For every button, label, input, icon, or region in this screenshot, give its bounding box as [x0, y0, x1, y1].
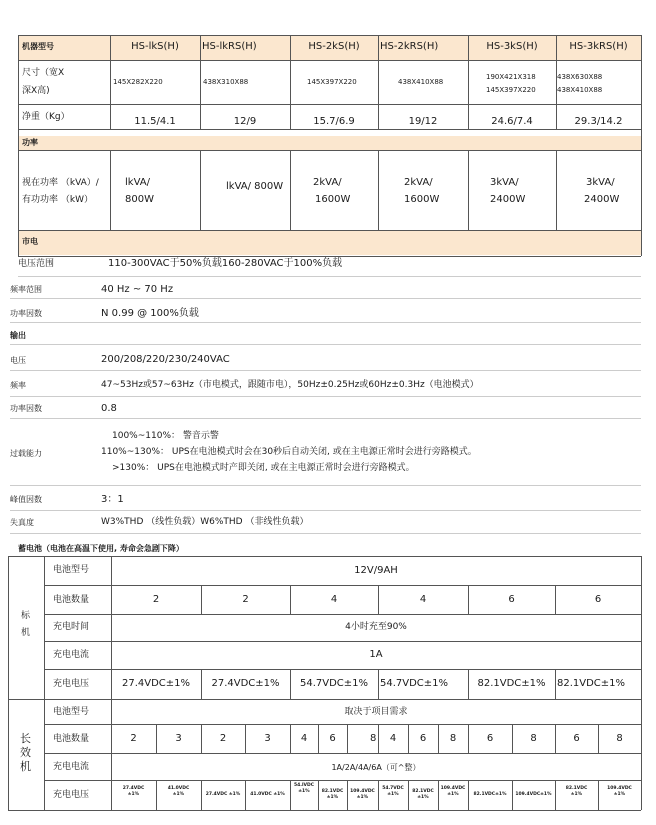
spec-label: 频率	[10, 381, 26, 390]
charge-voltage: 109.4VDC ±1%	[440, 786, 466, 798]
battery-span-value: 1A/2A/4A/6A（可^整）	[331, 763, 421, 772]
spec-value: 3：1	[101, 494, 124, 505]
section-title-power: 功率	[22, 138, 38, 147]
battery-count: 6	[329, 733, 336, 744]
battery-row-label: 充电电压	[53, 679, 90, 689]
battery-count: 8	[370, 733, 377, 744]
overload-line: >130%： UPS在电池模式时产即关闭, 或在主电源正常时会进行旁路模式。	[112, 463, 415, 473]
spec-label: 过载能力	[10, 449, 42, 458]
overload-line: 100%~110%： 警音示警	[112, 431, 219, 441]
power-value: 2400W	[584, 194, 620, 205]
charge-voltage: 27.4VDC±1%	[121, 678, 191, 689]
battery-count: 8	[530, 733, 537, 744]
battery-row-label: 充电电流	[53, 762, 90, 772]
battery-span-value: 4小时充至90%	[345, 622, 407, 632]
weight-value: 24.6/7.4	[491, 116, 533, 127]
charge-voltage: 41.0VDC ±1%	[167, 786, 190, 798]
section-title-mains: 市电	[22, 237, 38, 246]
group-label-standard: 标	[21, 611, 31, 621]
power-value: 3kVA/	[490, 177, 519, 188]
model-name: HS-3kS(H)	[486, 41, 538, 52]
spec-value: 0.8	[101, 403, 117, 414]
spec-label: 电压	[10, 356, 26, 365]
spec-value: W3%THD （线性负载）W6%THD （非线性负载）	[101, 517, 309, 527]
battery-count: 6	[419, 733, 427, 744]
section-title-output: 输出	[10, 331, 26, 340]
charge-voltage: 82.1VDC ±1%	[565, 786, 588, 798]
charge-voltage: 54.lVDC ±1%	[293, 783, 315, 795]
charge-voltage: 41.0VDC ±1%	[250, 792, 285, 797]
charge-voltage: 82.1VDC ±1%	[412, 789, 434, 801]
power-value: 1600W	[315, 194, 351, 205]
spec-label: 失真度	[10, 518, 34, 527]
power-value: lkVA/ 800W	[226, 181, 284, 192]
group-label-standard: 机	[21, 628, 31, 638]
section-band-mains	[18, 231, 641, 255]
battery-span-value: 12V/9AH	[354, 565, 398, 576]
spec-value: 200/208/220/230/240VAC	[101, 354, 230, 365]
battery-count: 8	[616, 733, 623, 744]
section-title-battery: 蓄电池（电池在高温下使用, 寿命会急剧下降）	[18, 544, 184, 553]
section-band-power	[18, 136, 641, 150]
weight-value: 11.5/4.1	[134, 116, 176, 127]
model-name: HS-lkS(H)	[131, 41, 179, 52]
overload-line: 110%~130%： UPS在电池模式时会在30秒后自动关闭, 或在主电源正常时会进行旁路模式。	[101, 447, 477, 457]
size-label: 深X高)	[22, 86, 50, 96]
weight-value: 29.3/14.2	[574, 116, 623, 127]
battery-count: 3	[175, 733, 182, 744]
spec-label: 电压范围	[18, 259, 55, 269]
model-name: HS-lkRS(H)	[202, 41, 257, 52]
battery-count: 6	[486, 733, 494, 744]
battery-count: 2	[130, 733, 137, 744]
battery-row-label: 充电时间	[53, 622, 90, 632]
battery-row-label: 充电电流	[53, 650, 90, 660]
power-value: lkVA/	[125, 177, 150, 188]
battery-span-value: 取决于项目需求	[344, 707, 408, 717]
charge-voltage: 82.1VDC±1%	[557, 678, 626, 689]
weight-value: 15.7/6.9	[313, 116, 355, 127]
battery-count: 6	[594, 594, 602, 605]
size-value: 438X630X88 438X410X88	[557, 73, 603, 94]
battery-count: 3	[264, 733, 271, 744]
model-label: 机器型号	[22, 42, 54, 51]
spec-value: 47~53Hz或57~63Hz（市电模式，跟随市电），50Hz±0.25Hz或60Hz±0.3Hz（电池模式）	[101, 380, 479, 390]
spec-value: N 0.99 @ 100%负载	[101, 308, 199, 319]
power-label: 有功功率 （kW）	[22, 195, 93, 205]
power-value: 1600W	[404, 194, 440, 205]
battery-count: 4	[419, 594, 427, 605]
battery-count: 4	[330, 594, 338, 605]
battery-count: 4	[300, 733, 308, 744]
charge-voltage: 109.4VDC ±1%	[350, 789, 375, 801]
power-value: 2400W	[490, 194, 526, 205]
spec-label: 峰值因数	[10, 495, 42, 504]
group-label-long: 机	[20, 760, 31, 773]
charge-voltage: 27.4VDC ±1%	[122, 786, 145, 798]
spec-label: 功率因数	[10, 309, 42, 318]
charge-voltage: 82.1VDC ±1%	[321, 789, 344, 801]
power-value: 2kVA/	[313, 177, 342, 188]
charge-voltage: 82.1VDC±1%	[477, 678, 546, 689]
battery-row-label: 电池数量	[53, 734, 90, 744]
spec-value: 110-300VAC于50%负载160-280VAC于100%负载	[108, 258, 343, 269]
size-value: 145X397X220	[307, 78, 357, 86]
battery-row-label: 电池数量	[53, 595, 90, 605]
spec-label: 频率范围	[10, 285, 42, 294]
battery-count: 6	[573, 733, 580, 744]
charge-voltage: 109.4VDC±1%	[515, 792, 552, 797]
charge-voltage: 54.7VDC±1%	[299, 678, 369, 689]
battery-count: 4	[389, 733, 397, 744]
charge-voltage: 27.4VDC±1%	[211, 678, 280, 689]
battery-row-label: 充电电压	[53, 790, 90, 800]
model-name: HS-2kS(H)	[308, 41, 360, 52]
weight-value: 12/9	[233, 116, 257, 127]
size-value: 190X421X318 145X397X220	[486, 73, 536, 94]
battery-count: 6	[508, 594, 515, 605]
power-label: 视在功率 （kVA）/	[22, 178, 99, 188]
weight-label: 净重（Kg）	[22, 112, 70, 122]
charge-voltage: 82.1VDC±1%	[473, 792, 507, 797]
size-value: 438X410X88	[398, 78, 444, 86]
group-label-long: 效	[20, 746, 31, 759]
size-value: 438X310X88	[203, 78, 249, 86]
weight-value: 19/12	[408, 116, 438, 127]
model-name: HS-3kRS(H)	[569, 41, 628, 52]
battery-span-value: 1A	[369, 649, 383, 660]
model-name: HS-2kRS(H)	[380, 41, 439, 52]
charge-voltage: 109.4VDC ±1%	[607, 786, 632, 798]
battery-count: 2	[219, 733, 227, 744]
power-value: 2kVA/	[404, 177, 433, 188]
battery-row-label: 电池型号	[53, 565, 90, 575]
charge-voltage: 54.7VDC ±1%	[382, 786, 404, 798]
battery-row-label: 电池型号	[53, 707, 90, 717]
battery-count: 8	[449, 733, 457, 744]
battery-count: 2	[152, 594, 160, 605]
spec-label: 功率因数	[10, 404, 42, 413]
group-label-long: 长	[20, 732, 31, 745]
size-label: 尺寸（宽X	[22, 68, 65, 78]
battery-count: 2	[242, 594, 249, 605]
charge-voltage: 54.7VDC±1%	[380, 678, 449, 689]
charge-voltage: 27.4VDC ±1%	[205, 792, 241, 797]
spec-value: 40 Hz ~ 70 Hz	[101, 284, 174, 295]
size-value: 145X282X220	[113, 78, 163, 86]
power-value: 800W	[125, 194, 154, 205]
power-value: 3kVA/	[586, 177, 615, 188]
